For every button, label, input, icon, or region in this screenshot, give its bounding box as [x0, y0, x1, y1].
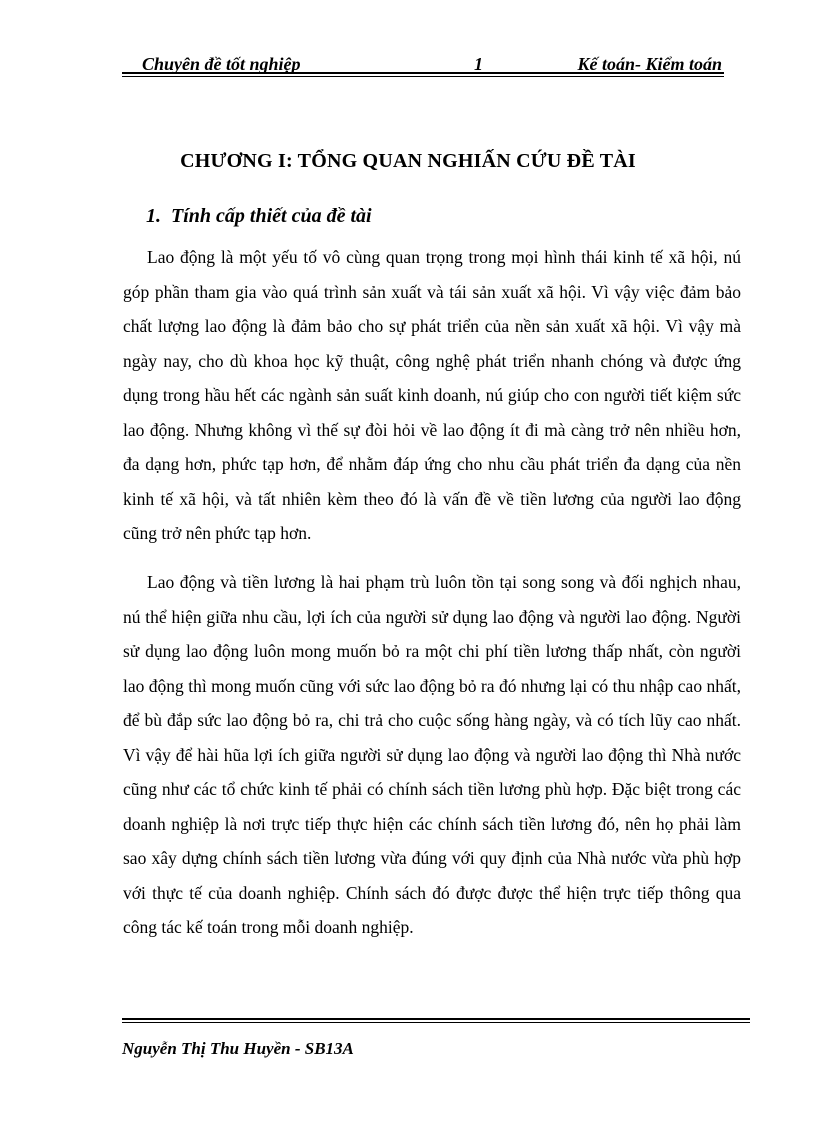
section-title: Tính cấp thiết của đề tài [171, 205, 372, 227]
section-heading [146, 205, 372, 228]
header-department: Kế toán- Kiểm toán [577, 54, 722, 74]
body-paragraph-2: Lao động và tiền lương là hai phạm trù luôn tồn tại song song và đối nghịch nhau, nú thể hiện giữa nhu cầu, lợi ích của người sử dụng lao động và người lao động. Người sử dụng lao động luôn mong muốn bỏ ra một chi phí tiền lương thấp nhất, còn người lao động thì mong muốn cũng với sức lao động bỏ ra đó nhưng lại có thu nhập cao nhất, để bù đắp sức lao động bỏ ra, chi trả cho cuộc sống hàng ngày, và có tích lũy cao nhất. Vì vậy để hài hũa lợi ích giữa người sử dụng lao động và người lao động thì Nhà nước cũng như các tổ chức kinh tế phải có chính sách tiền lương phù hợp. Đặc biệt trong các doanh nghiệp là nơi trực tiếp thực hiện các chính sách tiền lương đó, nên họ phải làm sao xây dựng chính sách tiền lương vừa đúng với quy định của Nhà nước vừa phù hợp với thực tế của doanh nghiệp. Chính sách đó được được thể hiện trực tiếp thông qua công tác kế toán trong mỗi doanh nghiệp. [123, 572, 741, 937]
header-rule-thin [122, 76, 724, 77]
chapter-title: CHƯƠNG I: TỔNG QUAN NGHIẤN CỨU ĐỀ TÀI [180, 150, 636, 172]
body-paragraph-1: Lao động là một yếu tố vô cùng quan trọng trong mọi hình thái kinh tế xã hội, nú góp phần tham gia vào quá trình sản xuất và tái sản xuất xã hội. Vì vậy việc đảm bảo chất lượng lao động là đảm bảo cho sự phát triển của nền sản xuất xã hội. Vì vậy mà ngày nay, cho dù khoa học kỹ thuật, công nghệ phát triển nhanh chóng và được ứng dụng trong hầu hết các ngành sản suất kinh doanh, nú giúp cho con người tiết kiệm sức lao động. Nhưng không vì thế sự đòi hỏi về lao động ít đi mà càng trở nên nhiều hơn, đa dạng hơn, phức tạp hơn, để nhằm đáp ứng cho nhu cầu phát triển đa dạng của nền kinh tế xã hội, và tất nhiên kèm theo đó là vấn đề về tiền lương của người lao động cũng trở nên phức tạp hơn. [123, 247, 741, 543]
footer-rule-thin [122, 1022, 750, 1023]
header-rule [122, 72, 724, 74]
footer-author: Nguyễn Thị Thu Huyền - SB13A [122, 1039, 354, 1058]
page-header [122, 50, 724, 76]
footer-rule [122, 1018, 750, 1020]
header-document-type: Chuyên đề tốt nghiệp [142, 54, 301, 74]
header-page-number: 1 [474, 54, 483, 74]
section-number: 1. [146, 205, 161, 227]
